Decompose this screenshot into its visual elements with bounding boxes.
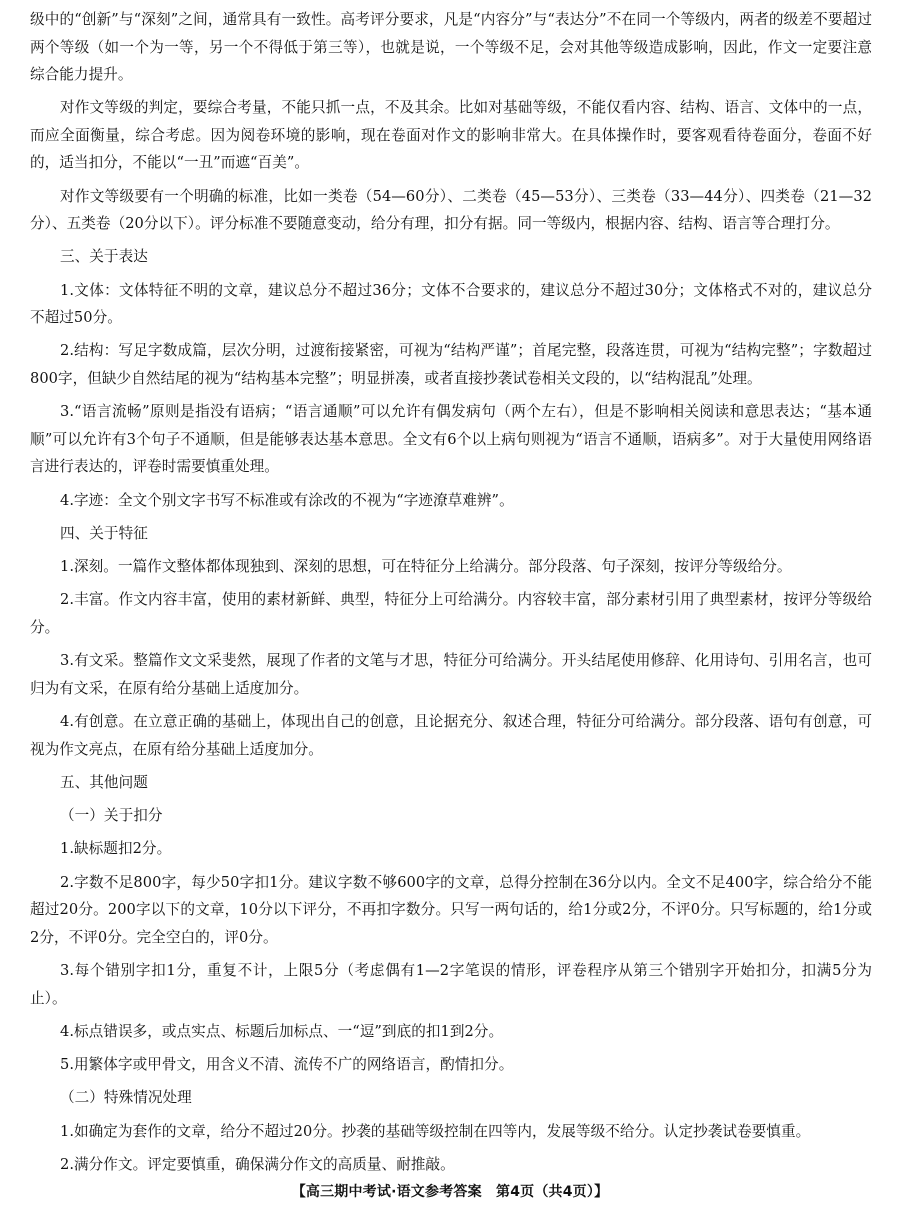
list-item: 2.结构：写足字数成篇，层次分明，过渡衔接紧密，可视为“结构严谨”；首尾完整，段落连贯，可视为“结构完整”；字数超过800字，但缺少自然结尾的视为“结构基本完整”；明显拼凑，或者直接抄袭试卷相关文段的，以“结构混乱”处理。	[30, 342, 872, 387]
subsection-heading-deductions: （一）关于扣分	[60, 807, 163, 825]
section-heading-expression: 三、关于表达	[60, 248, 148, 266]
list-item: 1.深刻。一篇作文整体都体现独到、深刻的思想，可在特征分上给满分。部分段落、句子深刻，按评分等级给分。	[60, 558, 792, 576]
document-body	[30, 6, 872, 1184]
list-item: 4.有创意。在立意正确的基础上，体现出自己的创意，且论据充分、叙述合理，特征分可给满分。部分段落、语句有创意，可视为作文亮点，在原有给分基础上适度加分。	[30, 713, 872, 758]
list-item: 4.字迹：全文个别文字书写不标准或有涂改的不视为“字迹潦草难辨”。	[60, 491, 514, 509]
subsection-heading-special-cases: （二）特殊情况处理	[60, 1089, 192, 1107]
list-item: 3.“语言流畅”原则是指没有语病；“语言通顺”可以允许有偶发病句（两个左右），但是不影响相关阅读和意思表达；“基本通顺”可以允许有3个句子不通顺，但是能够表达基本意思。全文有6个以上病句则视为“语言不通顺，语病多”。对于大量使用网络语言进行表达的，评卷时需要慎重处理。	[30, 403, 872, 476]
list-item: 2.丰富。作文内容丰富，使用的素材新鲜、典型，特征分上可给满分。内容较丰富，部分素材引用了典型素材，按评分等级给分。	[30, 591, 872, 636]
list-item: 3.每个错别字扣1分，重复不计，上限5分（考虑偶有1—2字笔误的情形，评卷程序从第三个错别字开始扣分，扣满5分为止）。	[30, 962, 872, 1007]
list-item: 5.用繁体字或甲骨文，用含义不清、流传不广的网络语言，酌情扣分。	[60, 1056, 514, 1074]
list-item: 1.如确定为套作的文章，给分不超过20分。抄袭的基础等级控制在四等内，发展等级不给分。认定抄袭试卷要慎重。	[60, 1122, 811, 1140]
list-item: 2.字数不足800字，每少50字扣1分。建议字数不够600字的文章，总得分控制在36分以内。全文不足400字，综合给分不能超过20分。200字以下的文章，10分以下评分，不再扣字数分。只写一两句话的，给1分或2分，不评0分。只写标题的，给1分或2分，不评0分。完全空白的，评0分。	[30, 873, 872, 946]
section-heading-features: 四、关于特征	[60, 524, 148, 542]
section-heading-other-issues: 五、其他问题	[60, 773, 148, 791]
paragraph-grading-judgment: 对作文等级的判定，要综合考量，不能只抓一点，不及其余。比如对基础等级，不能仅看内容、结构、语言、文体中的一点，而应全面衡量，综合考虑。因为阅卷环境的影响，现在卷面对作文的影响非常大。在具体操作时，要客观看待卷面分，卷面不好的，适当扣分，不能以“一丑”而遮“百美”。	[30, 99, 872, 172]
page-footer: 【高三期中考试·语文参考答案 第4页（共4页）】	[291, 1184, 609, 1200]
paragraph-continuation: 级中的“创新”与“深刻”之间，通常具有一致性。高考评分要求，凡是“内容分”与“表达分”不在同一个等级内，两者的级差不要超过两个等级（如一个为一等，另一个不得低于第三等），也就是说，一个等级不足，会对其他等级造成影响，因此，作文一定要注意综合能力提升。	[30, 11, 872, 83]
list-item: 3.有文采。整篇作文文采斐然，展现了作者的文笔与才思，特征分可给满分。开头结尾使用修辞、化用诗句、引用名言，也可归为有文采，在原有给分基础上适度加分。	[30, 652, 872, 697]
paragraph-grading-standard: 对作文等级要有一个明确的标准，比如一类卷（54—60分）、二类卷（45—53分）、三类卷（33—44分）、四类卷（21—32分）、五类卷（20分以下）。评分标准不要随意变动，给分有理，扣分有据。同一等级内，根据内容、结构、语言等合理打分。	[30, 187, 872, 233]
list-item: 1.缺标题扣2分。	[60, 840, 172, 858]
list-item: 2.满分作文。评定要慎重，确保满分作文的高质量、耐推敲。	[60, 1156, 455, 1174]
list-item: 1.文体：文体特征不明的文章，建议总分不超过36分；文体不合要求的，建议总分不超过30分；文体格式不对的，建议总分不超过50分。	[30, 281, 872, 327]
list-item: 4.标点错误多，或点实点、标题后加标点、一“逗”到底的扣1到2分。	[60, 1022, 504, 1040]
